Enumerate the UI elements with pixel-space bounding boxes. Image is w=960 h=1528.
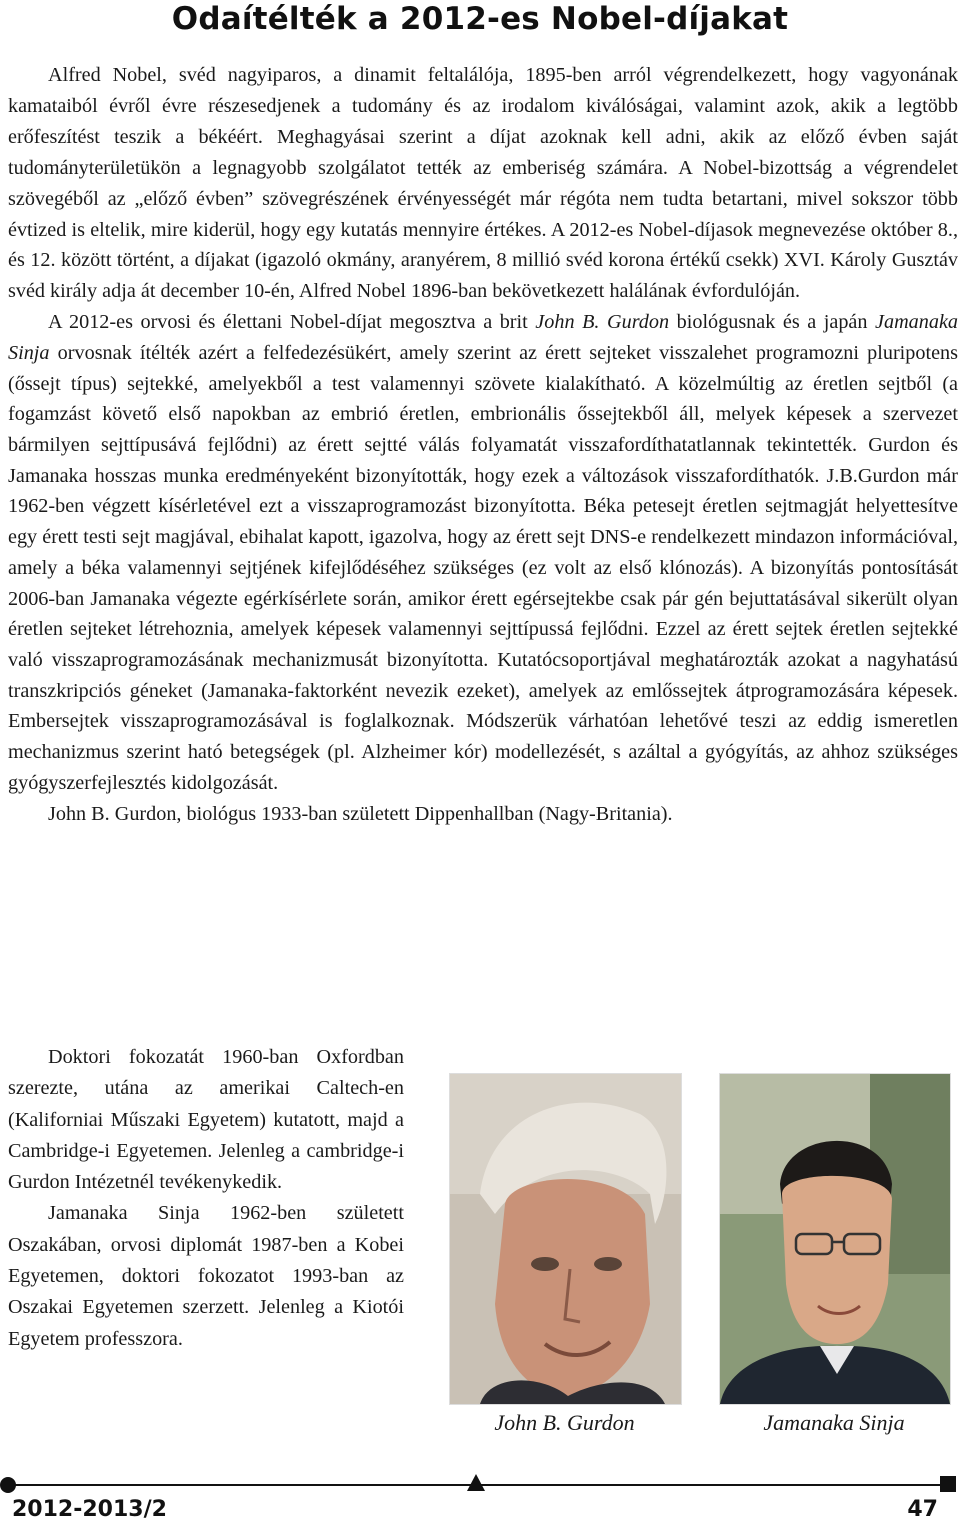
triangle-ornament-icon	[467, 1474, 485, 1491]
prize-text-2: biológusnak és a japán	[669, 311, 876, 334]
gurdon-bio-paragraph: Doktori fokozatát 1960-ban Oxfordban szerezte, utána az amerikai Caltech-en (Kaliforniai Műszaki Egyetem) kutatott, majd a Cambridge-i Egyetemen. Jelenleg a cambridge-i Gurdon Intézetnél tevékenykedik.	[8, 1046, 404, 1194]
issue-number: 2012-2013/2	[12, 1497, 167, 1522]
gurdon-photo	[449, 1073, 682, 1405]
circle-ornament-icon	[0, 1477, 16, 1493]
laureate-name-jamanaka: Jamanaka Sinja	[8, 311, 958, 364]
intro-paragraph: Alfred Nobel, svéd nagyiparos, a dinamit feltalálója, 1895-ben arról végrendelkezett, hogy vagyonának kamataiból évről évre részesedjenek a tudomány és az irodalom kiválóságai, valamint azok, akik a legtöbb erőfeszítést teszik a békéért. Meghagyásai szerint a díjat azoknak kell adni, akik az előző évben saját tudományterületükön a legnagyobb szolgálatot tették az emberiség számára. A Nobel-bizottság a végrendelet szövegéből az „előző évben” szövegrészének érvényességét már régóta nem tudta betartani, mivel sokszor több évtized is eltelik, mire kiderül, hogy egy kutatás mennyire értékes. A 2012-es Nobel-díjasok megnevezése október 8., és 12. között történt, a díjakat (igazoló okmány, aranyérem, 8 millió svéd korona értékű csekk) XVI. Károly Gusztáv svéd király adja át december 10-én, Alfred Nobel 1896-ban bekövetkezett halálának évfordulóján.	[8, 64, 958, 303]
page-number: 47	[907, 1497, 938, 1522]
jamanaka-photo	[719, 1073, 951, 1405]
article-title: Odaítélték a 2012-es Nobel-díjakat	[171, 1, 789, 37]
gurdon-photo-caption: John B. Gurdon	[494, 1410, 635, 1435]
article-body	[8, 60, 958, 829]
bio-column	[8, 1042, 404, 1355]
laureate-name-gurdon: John B. Gurdon	[535, 311, 670, 334]
prize-text-1: A 2012-es orvosi és élettani Nobel-díjat megosztva a brit	[48, 311, 536, 334]
jamanaka-photo-caption: Jamanaka Sinja	[763, 1410, 905, 1435]
jamanaka-bio-paragraph: Jamanaka Sinja 1962-ben született Oszakában, orvosi diplomát 1987-ben a Kobei Egyetemen, doktori fokozatot 1993-ban az Oszakai Egyetemen szerzett. Jelenleg a Kiotói Egyetem professzora.	[8, 1202, 404, 1350]
square-ornament-icon	[940, 1476, 956, 1492]
prize-paragraph	[8, 307, 958, 798]
prize-text-3: orvosnak ítélték azért a felfedezésükért, amely szerint az érett sejteket visszalehet programozni pluripotens (őssejt típus) sejtekké, amelyekből a test valamennyi szövete kialakítható. A közelmúltig az éretlen sejtből (a fogamzást követő első napokban az embrió éretlen, embrionális őssejtekből áll, melyek képesek a szervezet bármilyen sejttípusává fejlődni) az érett sejtté válás folyamatát visszafordíthatatlannak tekintették. Gurdon és Jamanaka hosszas munka eredményeként bizonyították, hogy ezek a változások visszafordíthatók. J.B.Gurdon már 1962-ben végzett kísérletével ezt a visszaprogramozást bizonyította. Béka petesejt éretlen sejtmagját helyettesítve egy érett testi sejt magjával, ebihalat kapott, igazolva, hogy az érett sejt DNS-e rendelkezett mindazon információval, amely a béka valamennyi sejtjének kifejlődéséhez szükséges (ez volt az első klónozás). A bizonyítás pontosítását 2006-ban Jamanaka végezte egérkísérlete során, amikor érett egérsejtekbe csak pár gén bejuttatásával sikerült olyan éretlen sejteket létrehoznia, amelyek képesek valamennyi sejttípussá fejlődni. Ezzel az érett sejtek éretlen sejtekké való visszaprogramozásának mechanizmusát bizonyította. Kutatócsoportjával meghatározták azokat a nagyhatású transzkripciós géneket (Jamanaka-faktorként nevezik ezeket), amelyek az emlőssejtek átprogramozására képesek. Embersejtek visszaprogramozásával is foglalkoznak. Módszerük várhatóan lehetővé teszi az eddig ismeretlen mechanizmus szerint ható betegségek (pl. Alzheimer kór) modellezését, s azáltal a gyógyítás, az ahhoz szükséges gyógyszerfejlesztés kidolgozását.	[8, 341, 958, 794]
gurdon-bio-intro: John B. Gurdon, biológus 1933-ban született Dippenhallban (Nagy-Britania).	[48, 802, 673, 825]
